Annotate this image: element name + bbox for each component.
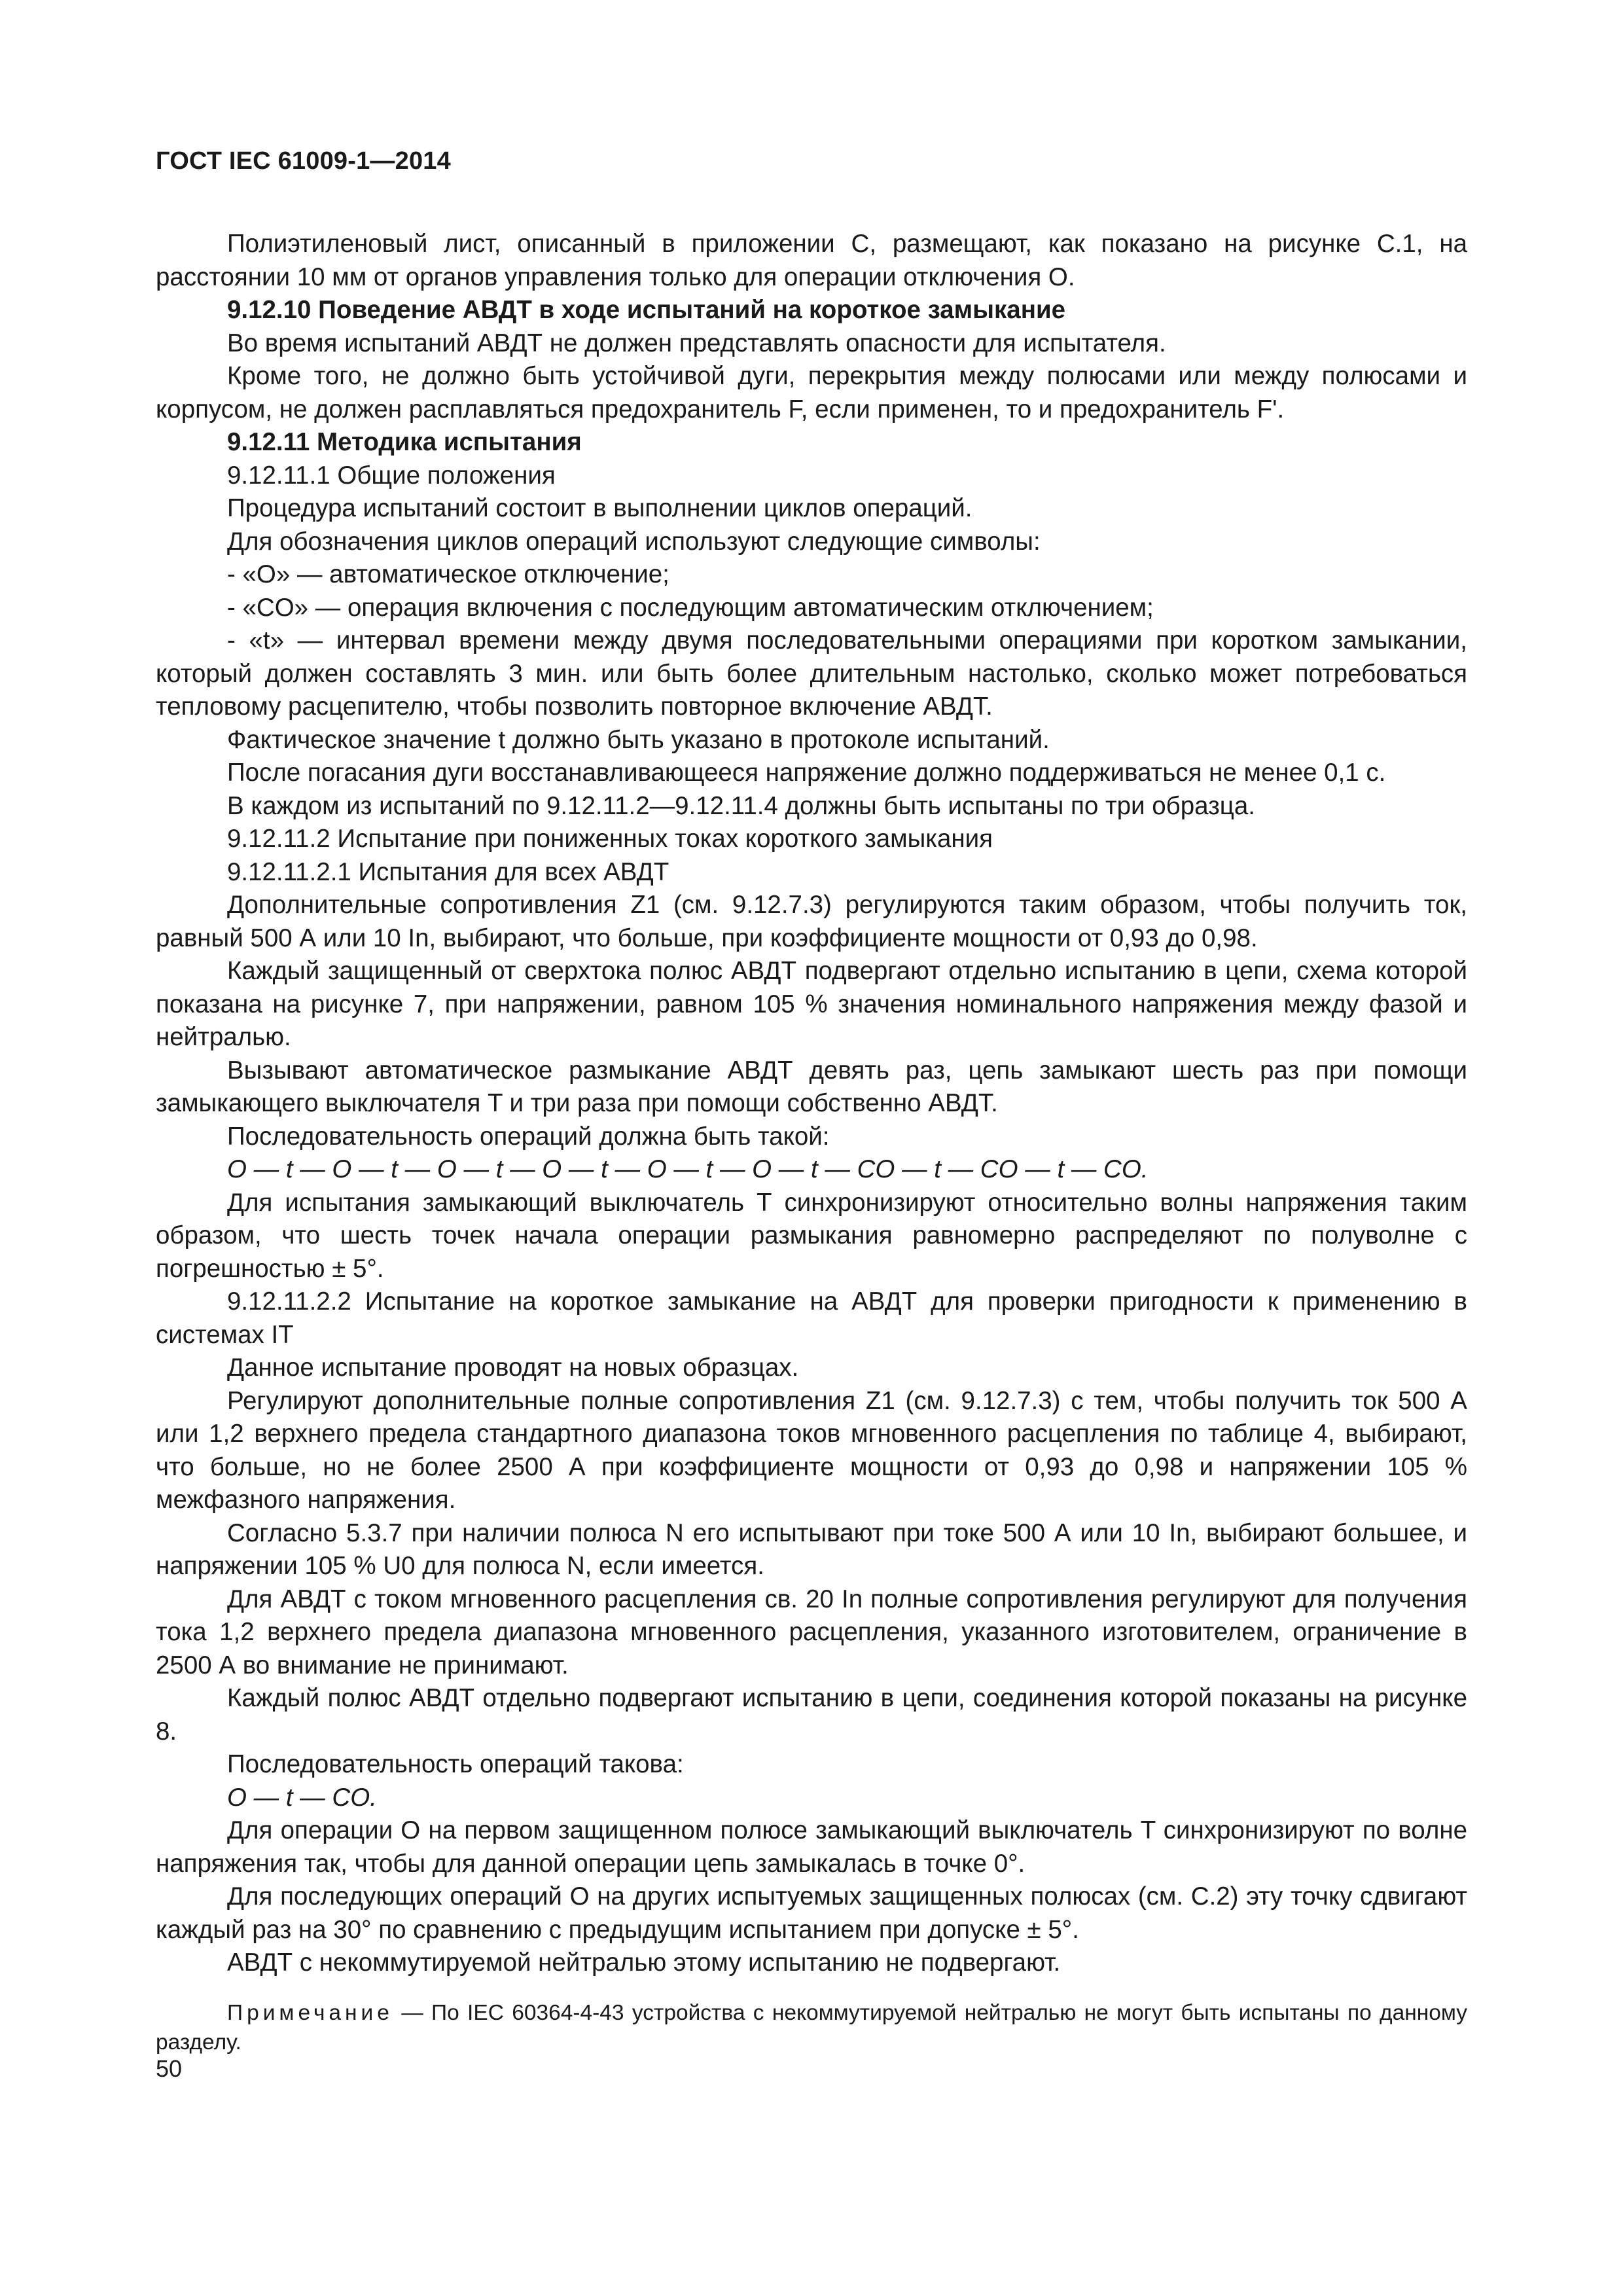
paragraph: 9.12.11.2.2 Испытание на короткое замыкание на АВДТ для проверки пригодности к применению в системах IT xyxy=(156,1287,1467,1349)
paragraph: Полиэтиленовый лист, описанный в приложении С, размещают, как показано на рисунке С.1, на расстоянии 10 мм от органов управления только для операции отключения O. xyxy=(156,230,1467,291)
paragraph: Кроме того, не должно быть устойчивой дуги, перекрытия между полюсами или между полюсами и корпусом, не должен расплавляться предохранитель F, если применен, то и предохранитель F'. xyxy=(156,362,1467,423)
paragraph: - «CO» — операция включения с последующим автоматическим отключением; xyxy=(227,593,1154,622)
section-heading: 9.12.11 Методика испытания xyxy=(227,428,582,456)
paragraph: Фактическое значение t должно быть указано в протоколе испытаний. xyxy=(227,725,1050,754)
paragraph: Согласно 5.3.7 при наличии полюса N его испытывают при токе 500 А или 10 In, выбирают большее, и напряжении 105 % U0 для полюса N, если имеется. xyxy=(156,1518,1467,1580)
paragraph: Последовательность операций должна быть такой: xyxy=(227,1122,830,1151)
paragraph: Вызывают автоматическое размыкание АВДТ девять раз, цепь замыкают шесть раз при помощи замыкающего выключателя T и три раза при помощи собственно АВДТ. xyxy=(156,1056,1467,1117)
paragraph: Для испытания замыкающий выключатель Т синхронизируют относительно волны напряжения таким образом, что шесть точек начала операции размыкания равномерно распределяют по полуволне с погрешностью ± 5°. xyxy=(156,1188,1467,1283)
page-number: 50 xyxy=(156,2055,183,2082)
paragraph: Каждый защищенный от сверхтока полюс АВДТ подвергают отдельно испытанию в цепи, схема которой показана на рисунке 7, при напряжении, равном 105 % значения номинального напряжения между фазой и нейтралью. xyxy=(156,957,1467,1051)
paragraph: Регулируют дополнительные полные сопротивления Z1 (см. 9.12.7.3) с тем, чтобы получить ток 500 А или 1,2 верхнего предела стандартного диапазона токов мгновенного расцепления по таблице 4, выбирают, что больше, но не более 2500 А при коэффициенте мощности от 0,93 до 0,98 и напряжении 105 % межфазного напряжения. xyxy=(156,1386,1467,1514)
paragraph: Последовательность операций такова: xyxy=(227,1750,684,1778)
paragraph: Во время испытаний АВДТ не должен представлять опасности для испытателя. xyxy=(227,329,1166,357)
paragraph: В каждом из испытаний по 9.12.11.2—9.12.11.4 должны быть испытаны по три образца. xyxy=(227,791,1255,820)
paragraph: O — t — CO. xyxy=(227,1783,377,1812)
standard-header: ГОСТ IEC 61009-1—2014 xyxy=(156,147,451,175)
note-paragraph xyxy=(156,1998,1467,2057)
paragraph: 9.12.11.2.1 Испытания для всех АВДТ xyxy=(227,857,669,886)
paragraph: Для операции O на первом защищенном полюсе замыкающий выключатель T синхронизируют по волне напряжения так, чтобы для данной операции цепь замыкалась в точке 0°. xyxy=(156,1816,1467,1878)
paragraph: Данное испытание проводят на новых образцах. xyxy=(227,1354,799,1382)
note-text: — По IEC 60364-4-43 устройства с некоммутируемой нейтралью не могут быть испытаны по данному разделу. xyxy=(156,2000,1467,2054)
paragraph: - «O» — автоматическое отключение; xyxy=(227,560,669,588)
paragraph: Для последующих операций O на других испытуемых защищенных полюсах (см. С.2) эту точку сдвигают каждый раз на 30° по сравнению с предыдущим испытанием при допуске ± 5°. xyxy=(156,1882,1467,1944)
paragraph: АВДТ с некоммутируемой нейтралью этому испытанию не подвергают. xyxy=(227,1948,1061,1977)
paragraph: - «t» — интервал времени между двумя последовательными операциями при коротком замыкании, который должен составлять 3 мин. или быть более длительным настолько, сколько может потребоваться тепловому расцепителю, чтобы позволить повторное включение АВДТ. xyxy=(156,626,1467,721)
paragraph: 9.12.11.1 Общие положения xyxy=(227,461,556,490)
paragraph: 9.12.11.2 Испытание при пониженных токах короткого замыкания xyxy=(227,825,993,853)
paragraph: Для обозначения циклов операций используют следующие символы: xyxy=(227,527,1041,556)
paragraph: После погасания дуги восстанавливающееся напряжение должно поддерживаться не менее 0,1 с. xyxy=(227,759,1386,787)
paragraph: Для АВДТ с током мгновенного расцепления св. 20 In полные сопротивления регулируют для получения тока 1,2 верхнего предела диапазона мгновенного расцепления, указанного изготовителем, ограничение в 2500 А во внимание не принимают. xyxy=(156,1585,1467,1679)
section-heading: 9.12.10 Поведение АВДТ в ходе испытаний на короткое замыкание xyxy=(227,296,1066,324)
paragraph: Каждый полюс АВДТ отдельно подвергают испытанию в цепи, соединения которой показаны на рисунке 8. xyxy=(156,1684,1467,1746)
paragraph: Дополнительные сопротивления Z1 (см. 9.12.7.3) регулируются таким образом, чтобы получить ток, равный 500 А или 10 In, выбирают, что больше, при коэффициенте мощности от 0,93 до 0,98. xyxy=(156,891,1467,952)
paragraph: Процедура испытаний состоит в выполнении циклов операций. xyxy=(227,494,972,522)
paragraph: O — t — O — t — O — t — O — t — O — t — O — t — CO — t — CO — t — CO. xyxy=(227,1155,1149,1183)
note-label: Примечание xyxy=(227,2000,393,2025)
document-body xyxy=(156,228,1467,2057)
